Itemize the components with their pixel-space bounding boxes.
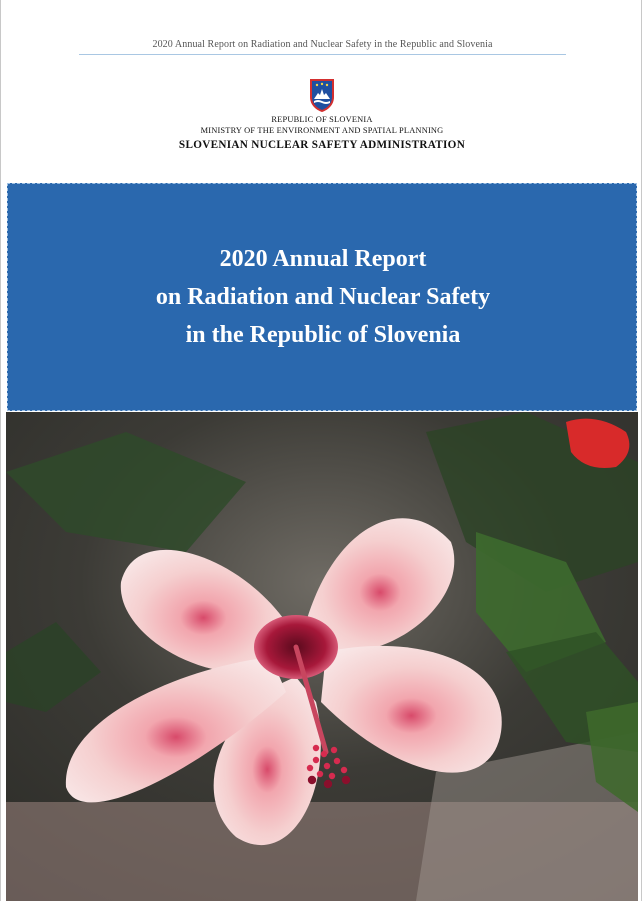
hibiscus-flower-icon	[6, 412, 638, 901]
title-line-1: 2020 Annual Report	[219, 246, 427, 272]
running-header: 2020 Annual Report on Radiation and Nuclear Safety in the Republic and Slovenia	[152, 39, 493, 50]
report-title	[8, 240, 638, 354]
ministry-label: MINISTRY OF THE ENVIRONMENT AND SPATIAL PLANNING	[200, 126, 444, 135]
ministry-block	[121, 114, 523, 153]
title-band	[7, 183, 637, 411]
administration-label: SLOVENIAN NUCLEAR SAFETY ADMINISTRATION	[178, 139, 466, 151]
republic-label: REPUBLIC OF SLOVENIA	[271, 115, 373, 124]
header-rule	[79, 54, 566, 55]
title-line-3: in the Republic of Slovenia	[185, 322, 461, 348]
cover-photo	[6, 412, 638, 901]
title-line-2: on Radiation and Nuclear Safety	[155, 284, 491, 310]
slovenian-coat-of-arms-icon	[308, 77, 336, 113]
